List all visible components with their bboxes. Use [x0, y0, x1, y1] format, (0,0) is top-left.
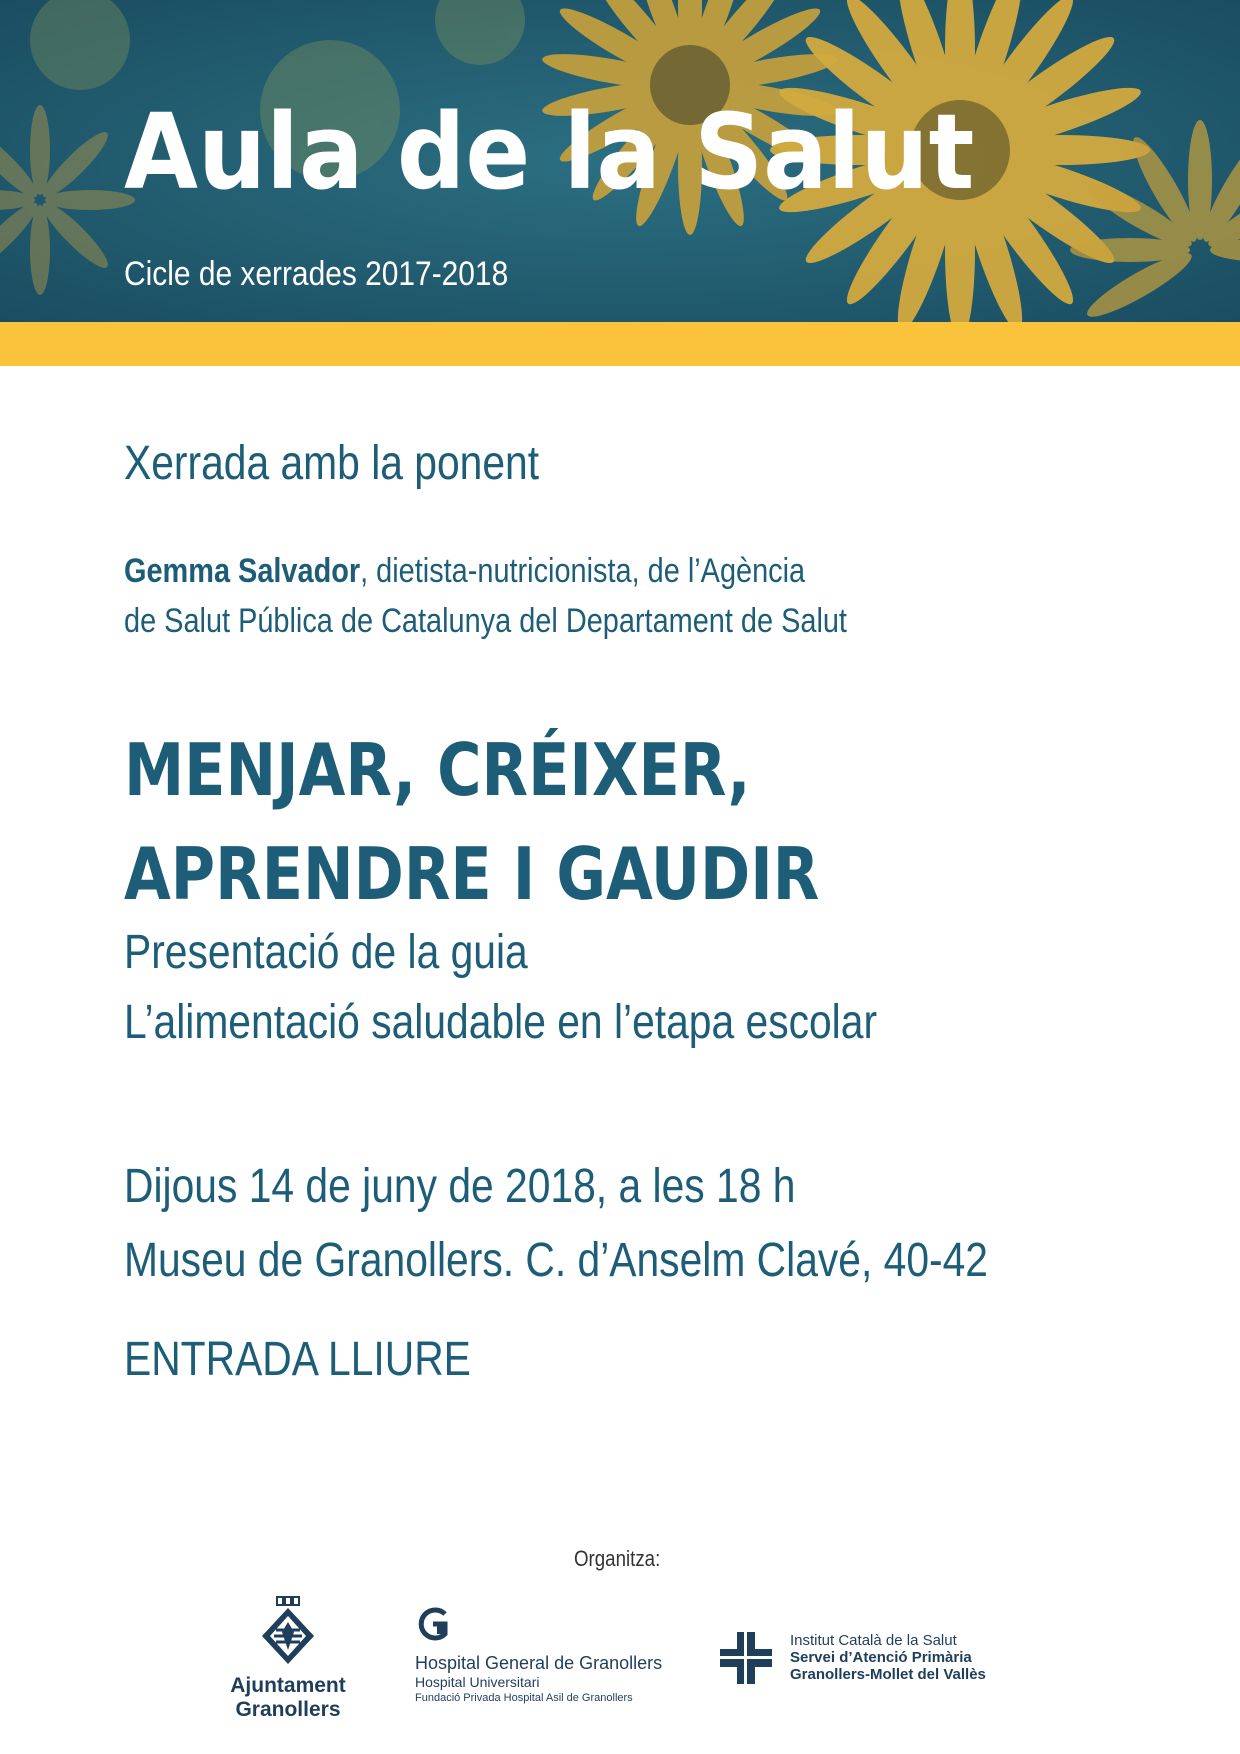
talk-title	[124, 718, 819, 926]
page-title: Aula de la Salut	[124, 91, 975, 213]
hospital-logo	[415, 1606, 662, 1704]
speaker-name: Gemma Salvador	[124, 552, 361, 590]
ajuntament-name-line-2: Granollers	[235, 1698, 341, 1721]
hospital-g-icon	[415, 1606, 451, 1642]
ajuntament-logo	[228, 1596, 348, 1722]
guide-presentation	[124, 918, 877, 1058]
speaker-block	[124, 546, 847, 646]
speaker-line-1	[124, 546, 847, 596]
ics-area: Granollers-Mollet del Vallès	[790, 1666, 986, 1683]
page-subtitle: Cicle de xerrades 2017-2018	[124, 255, 509, 293]
speaker-line-2: de Salut Pública de Catalunya del Departament de Salut	[124, 602, 847, 640]
coat-of-arms-icon	[258, 1596, 318, 1668]
hospital-subtitle: Hospital Universitari	[415, 1674, 540, 1690]
ics-name: Institut Català de la Salut	[790, 1632, 957, 1649]
guide-line-1: Presentació de la guia	[124, 926, 528, 979]
speaker-role: , dietista-nutricionista, de l’Agència	[360, 552, 806, 590]
yellow-divider-band	[0, 322, 1240, 366]
hospital-name: Hospital General de Granollers	[415, 1653, 663, 1673]
intro-text: Xerrada amb la ponent	[124, 437, 540, 490]
event-details	[124, 1150, 988, 1298]
hospital-foundation: Fundació Privada Hospital Asil de Granollers	[415, 1692, 633, 1704]
header-banner	[0, 0, 1240, 322]
organizer-label: Organitza:	[574, 1546, 661, 1571]
guide-line-2: L’alimentació saludable en l’etapa escolar	[124, 996, 878, 1049]
cross-icon	[720, 1632, 772, 1684]
ics-service: Servei d’Atenció Primària	[790, 1649, 972, 1666]
event-date: Dijous 14 de juny de 2018, a les 18 h	[124, 1160, 796, 1213]
free-entry-notice: ENTRADA LLIURE	[124, 1333, 471, 1386]
talk-title-line-1: MENJAR, CRÉIXER,	[124, 728, 751, 812]
ics-text	[790, 1632, 986, 1683]
ajuntament-name-line-1: Ajuntament	[230, 1674, 346, 1697]
event-location: Museu de Granollers. C. d’Anselm Clavé, 40-42	[124, 1234, 988, 1287]
talk-title-line-2: APRENDRE I GAUDIR	[124, 832, 820, 916]
